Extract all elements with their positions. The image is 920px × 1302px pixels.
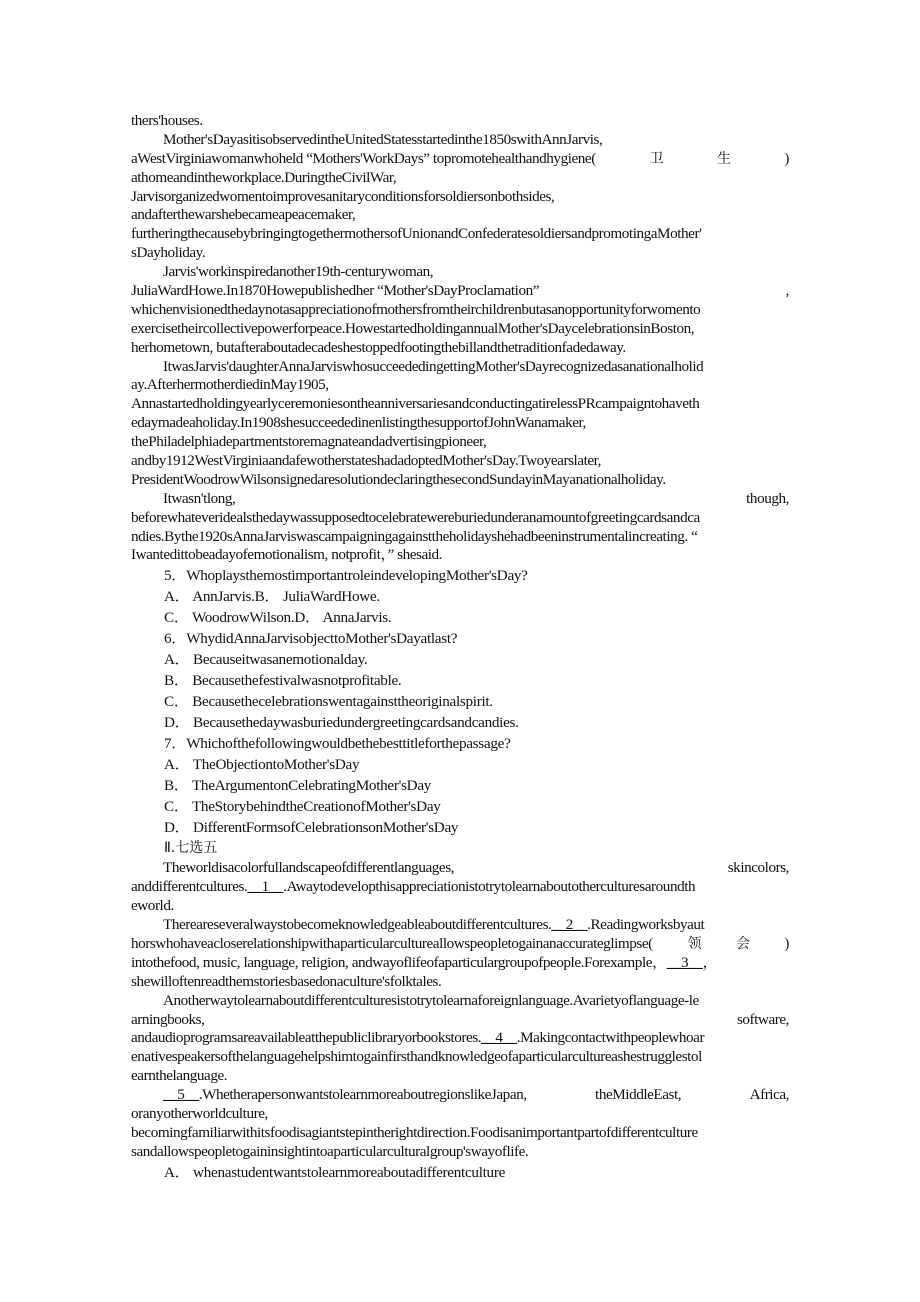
text-line: ndies.Bythe1920sAnnaJarviswascampaigningagainsttheholidayshehadbeeninstrumentalincreating. “ — [131, 527, 698, 545]
option-line: A． AnnJarvis.B． JuliaWardHowe. — [164, 588, 380, 606]
text-line — [131, 916, 789, 935]
text-fragment: arningbooks, — [131, 1010, 205, 1028]
question-text: WhydidAnnaJarvisobjecttoMother'sDayatlast? — [186, 630, 458, 648]
question-number: 7． — [164, 735, 187, 753]
text-fragment: andaudioprogramsareavailableatthepubliclibraryorbookstores. — [131, 1029, 482, 1047]
blank-4: __4__ — [481, 1029, 517, 1047]
text-line: oranyotherworldculture, — [131, 1104, 268, 1122]
question-stem — [131, 733, 789, 754]
text-line-justified — [131, 1086, 789, 1105]
question-stem — [131, 628, 789, 649]
question-6 — [131, 628, 789, 733]
text-line: herhometown, butafteraboutadecadeshestoppedfootingthebillandthetraditionfadedaway. — [131, 338, 626, 356]
text-line — [131, 1029, 789, 1048]
text-line-justified — [131, 935, 789, 954]
text-line: furtheringthecausebybringingtogethermothersofUnionandConfederatesoldiersandpromotingaMother' — [131, 225, 702, 243]
option-line: C． WoodrowWilson.D． AnnaJarvis. — [164, 609, 392, 627]
text-line: PresidentWoodrowWilsonsignedaresolutiondeclaringthesecondSundayinMayanationalholiday. — [131, 470, 666, 488]
text-line: Anotherwaytolearnaboutdifferentculturesistotrytolearnaforeignlanguage.Avarietyoflanguage-le — [163, 991, 699, 1009]
text-line: shewilloftenreadthemstoriesbasedonaculture'sfolktales. — [131, 972, 442, 990]
text-line: Mother'sDayasitisobservedintheUnitedStatesstartedinthe1850swithAnnJarvis, — [163, 130, 603, 148]
text-fragment: JuliaWardHowe.In1870Howepublishedher “Mother'sDayProclamation” — [131, 282, 540, 300]
text-line: Iwantedittobeadayofemotionalism, notprofit，” shesaid. — [131, 546, 443, 564]
option-line: D． DifferentFormsofCelebrationsonMother'sDay — [164, 819, 459, 837]
text-line: thePhiladelphiadepartmentstoremagnateandadvertisingpioneer, — [131, 433, 487, 451]
text-line-justified — [131, 1011, 789, 1030]
text-fragment: ) — [784, 149, 789, 167]
text-line: ItwasJarvis'daughterAnnaJarviswhosucceededingettingMother'sDayrecognizedasanationalholid — [163, 357, 704, 375]
text-line-justified — [131, 150, 789, 169]
gloss-char: 卫 — [649, 150, 664, 167]
text-fragment: horswhohaveacloserelationshipwithaparticularcultureallowspeopletogainanaccurateglimpse( — [131, 934, 653, 952]
text-fragment: , — [785, 282, 789, 300]
blank-1: __1__ — [247, 878, 284, 896]
document-page — [131, 112, 789, 1183]
question-7 — [131, 733, 789, 838]
question-stem — [131, 565, 789, 586]
text-fragment: ) — [784, 934, 789, 952]
question-5 — [131, 565, 789, 628]
text-line: AnnastartedholdingyearlyceremoniesontheanniversariesandconductingatirelessPRcampaigntohaveth — [131, 395, 700, 413]
text-line-justified — [131, 490, 789, 509]
text-fragment: skincolors, — [727, 859, 789, 877]
question-list — [131, 565, 789, 838]
text-fragment: Africa, — [749, 1086, 789, 1104]
text-line: sandallowspeopletogaininsightintoaparticularculturalgroup'swayoflife. — [131, 1142, 529, 1160]
text-line: athomeandintheworkplace.DuringtheCivilWar, — [131, 168, 397, 186]
gloss-char: 生 — [717, 150, 731, 167]
question-number: 6． — [164, 630, 187, 648]
text-fragment: software, — [736, 1010, 789, 1028]
option-line: A． whenastudentwantstolearnmoreaboutadifferentculture — [164, 1163, 506, 1181]
text-fragment: aWestVirginiawomanwhoheld “Mothers'WorkDays” topromotehealthandhygiene( — [131, 149, 596, 167]
option-line: C． TheStorybehindtheCreationofMother'sDay — [164, 798, 441, 816]
gloss-char: 会 — [735, 935, 750, 952]
text-fragment: Thereareseveralwaystobecomeknowledgeableaboutdifferentcultures. — [163, 916, 552, 934]
text-fragment: though, — [746, 489, 789, 507]
question-text: WhoplaysthemostimportantroleindevelopingMother'sDay? — [186, 567, 528, 585]
text-line: andafterthewarshebecameapeacemaker, — [131, 206, 356, 224]
option-line: A． Becauseitwasanemotionalday. — [164, 651, 368, 669]
text-line: sDayholiday. — [131, 244, 206, 262]
text-line — [131, 954, 789, 973]
text-fragment: ， — [702, 953, 718, 971]
text-line: thers'houses. — [131, 112, 203, 129]
option-line: D． Becausethedaywasburiedundergreetingcardsandcandies. — [164, 714, 519, 732]
text-fragment: theMiddleEast, — [595, 1086, 682, 1104]
text-fragment — [163, 1086, 527, 1105]
text-line: Jarvisorganizedwomentoimprovesanitaryconditionsforsoldiersonbothsides, — [131, 187, 555, 205]
text-line: becomingfamiliarwithitsfoodisagiantstepintherightdirection.Foodisanimportantpartofdifferentculture — [131, 1123, 698, 1141]
text-line: Jarvis'workinspiredanother19th-centurywoman, — [163, 263, 434, 281]
option-line: A． TheObjectiontoMother'sDay — [164, 756, 360, 774]
text-line — [131, 878, 789, 897]
text-line: earnthelanguage. — [131, 1067, 228, 1085]
blank-3: __3__ — [666, 953, 703, 971]
text-line: andby1912WestVirginiaandafewotherstateshadadoptedMother'sDay.Twoyearslater, — [131, 452, 601, 470]
blank-2: __2__ — [551, 916, 588, 934]
text-line: ay.AfterhermotherdiedinMay1905, — [131, 376, 329, 394]
text-fragment: .Readingworksbyaut — [587, 916, 705, 934]
passage-mothers-day — [131, 112, 789, 565]
text-line: eworld. — [131, 897, 174, 915]
text-fragment: Theworldisacolorfullandscapeofdifferentlanguages, — [163, 859, 454, 877]
question-text: Whichofthefollowingwouldbethebesttitleforthepassage? — [186, 735, 511, 753]
text-fragment: Itwasn'tlong, — [163, 489, 236, 507]
text-line: enativespeakersofthelanguagehelpshimtogainfirsthandknowledgeofaparticularcultureashestrugglestol — [131, 1048, 702, 1066]
text-fragment: .Awaytodevelopthisappreciationistotrytolearnaboutotherculturesaroundth — [283, 878, 696, 896]
text-line: edaymadeaholiday.In1908shesucceededinenlistingthesupportofJohnWanamaker, — [131, 414, 586, 432]
gloss-char: 领 — [687, 935, 702, 952]
text-fragment: .Makingcontactwithpeoplewhoar — [516, 1029, 705, 1047]
text-fragment: anddifferentcultures. — [131, 878, 248, 896]
text-line: whichenvisionedthedaynotasappreciationofmothersfromtheirchildrenbutasanopportunityforwomento — [131, 300, 701, 318]
blank-5: __5__ — [163, 1086, 199, 1104]
question-number: 5． — [164, 567, 187, 585]
text-fragment: .WhetherapersonwantstolearnmoreaboutregionslikeJapan, — [198, 1086, 527, 1104]
option-line: C． Becausethecelebrationswentagainsttheoriginalspirit. — [164, 693, 493, 711]
section-heading: Ⅱ.七选五 — [164, 840, 218, 857]
passage-cultures — [131, 859, 789, 1182]
text-line-justified — [131, 859, 789, 878]
option-line: B． TheArgumentonCelebratingMother'sDay — [164, 777, 432, 795]
text-line: beforewhateveridealsthedaywassupposedtocelebratewereburiedunderanamountofgreetingcardsandca — [131, 508, 700, 526]
text-fragment: intothefood, music, language, religion, andwayoflifeofaparticulargroupofpeople.Forexample， — [131, 953, 667, 971]
text-line-justified — [131, 282, 789, 301]
option-line: B． Becausethefestivalwasnotprofitable. — [164, 672, 402, 690]
text-line: exercisetheircollectivepowerforpeace.HowestartedholdingannualMother'sDaycelebrationsinBoston, — [131, 319, 695, 337]
